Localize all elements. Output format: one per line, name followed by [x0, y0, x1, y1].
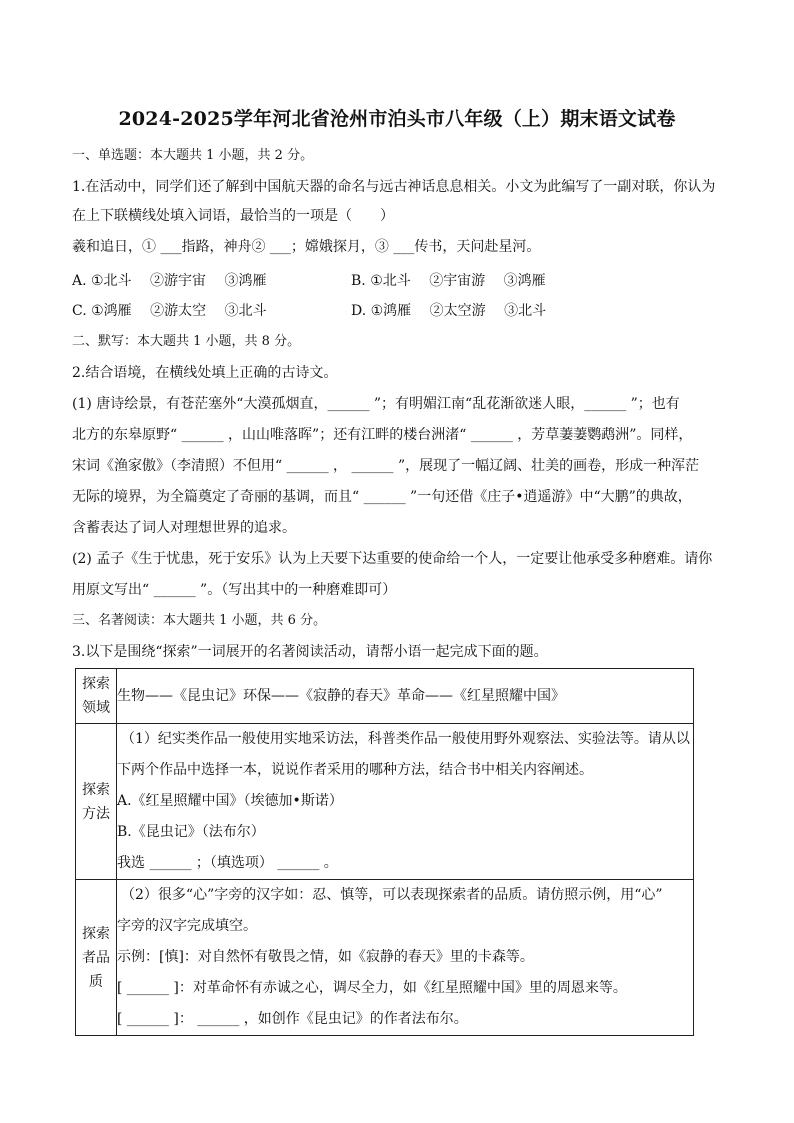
head-text: 方法: [82, 805, 110, 822]
method-line: （1）纪实类作品一般使用实地采访法，科普类作品一般使用野外观察法、实验法等。请从以: [121, 731, 690, 747]
field-text: 生物——《昆虫记》环保——《寂静的春天》革命——《红星照耀中国》: [117, 688, 565, 704]
reading-activity-table: [75, 668, 694, 1036]
section2-header: 二、默写：本大题共 1 小题，共 8 分。: [72, 334, 301, 349]
option-b[interactable]: B. ①北斗 ②宇宙游 ③鸿雁: [351, 273, 546, 289]
q1-line2: 在上下联横线处填入词语，最恰当的一项是（ ）: [72, 208, 394, 224]
head-text: 探索: [82, 676, 110, 692]
q3-intro: 3.以下是围绕“探索”一词展开的名著阅读活动，请帮小语一起完成下面的题。: [72, 644, 548, 660]
section3-header: 三、名著阅读：本大题共 1 小题，共 6 分。: [72, 613, 327, 628]
q1-line3: 羲和追日，① ___指路，神舟② ___；嫦娥探月，③ ___传书，天问赴星河。: [72, 239, 541, 255]
table-cell-quality: [117, 880, 694, 1036]
q1-line1: 1.在活动中，同学们还了解到中国航天器的命名与远古神话息息相关。小文为此编写了一副对联，你认为: [72, 179, 716, 195]
table-cell-field: [117, 669, 694, 724]
q2-part2-line1: (2) 孟子《生于忧患，死于安乐》认为上天要下达重要的使命给一个人，一定要让他承受多种磨难。请你: [72, 551, 713, 567]
method-line: B.《昆虫记》（法布尔）: [117, 824, 265, 840]
section1-header: 一、单选题：本大题共 1 小题，共 2 分。: [72, 148, 314, 163]
head-text: 质: [89, 973, 103, 990]
q2-part1-line5: 含蓄表达了词人对理想世界的追求。: [72, 520, 296, 536]
quality-line: 字旁的汉字完成填空。: [117, 918, 257, 934]
table-head-field: [76, 669, 117, 724]
method-line: A.《红星照耀中国》（埃德加•斯诺）: [117, 793, 343, 809]
head-text: 探索: [82, 781, 110, 798]
table-head-quality: [76, 880, 117, 1036]
quality-line: （2）很多“心”字旁的汉字如：忍、慎等，可以表现探索者的品质。请仿照示例，用“心”: [121, 887, 663, 903]
table-row-method: [76, 724, 694, 880]
method-line: 下两个作品中选择一本，说说作者采用的哪种方法，结合书中相关内容阐述。: [117, 762, 593, 778]
quality-example: 示例：[慎]：对自然怀有敬畏之情，如《寂静的春天》里的卡森等。: [117, 949, 534, 965]
table-row-field: [76, 669, 694, 724]
head-text: 探索: [82, 925, 110, 942]
table-row-quality: [76, 880, 694, 1036]
q2-part1-line4: 无际的境界，为全篇奠定了奇丽的基调，而且“ ______ ”一句还借《庄子•逍遥游》中“大鹏”的典故，: [72, 489, 692, 505]
option-d[interactable]: D. ①鸿雁 ②太空游 ③北斗: [351, 303, 547, 319]
option-c[interactable]: C. ①鸿雁 ②游太空 ③北斗: [72, 303, 267, 319]
quality-answer-line[interactable]: [ ______ ]： ______ ，如创作《昆虫记》的作者法布尔。: [117, 1011, 468, 1027]
q2-part2-line2: 用原文写出“ ______ ”。（写出其中的一种磨难即可）: [72, 582, 397, 598]
q2-part1-line1: (1) 唐诗绘景，有苍茫塞外“大漠孤烟直，______ ”；有明媚江南“乱花渐欲迷人眼，______ ”；也有: [72, 396, 680, 412]
head-text: 领域: [82, 700, 110, 716]
q2-intro: 2.结合语境，在横线处填上正确的古诗文。: [72, 365, 338, 381]
table-head-method: [76, 724, 117, 880]
q2-part1-line3: 宋词《渔家傲》（李清照）不但用“ ______ ， ______ ”，展现了一幅辽阔、壮美的画卷，形成一种浑茫: [72, 458, 700, 474]
quality-answer-line[interactable]: [ ______ ]：对革命怀有赤诚之心，调尽全力，如《红星照耀中国》里的周恩来等。: [117, 980, 627, 996]
exam-title: 2024-2025学年河北省沧州市泊头市八年级（上）期末语文试卷: [118, 108, 676, 130]
table-cell-method: [117, 724, 694, 880]
option-a[interactable]: A. ①北斗 ②游宇宙 ③鸿雁: [72, 273, 267, 289]
method-answer-line[interactable]: 我选 ______ ；（填选项） ______ 。: [117, 855, 338, 871]
q2-part1-line2: 北方的东皋原野“ ______ ，山山唯落晖”；还有江畔的楼台洲渚“ ______ ，芳草萋萋鹦鹉洲”。同样，: [72, 427, 693, 443]
head-text: 者品: [82, 949, 110, 966]
